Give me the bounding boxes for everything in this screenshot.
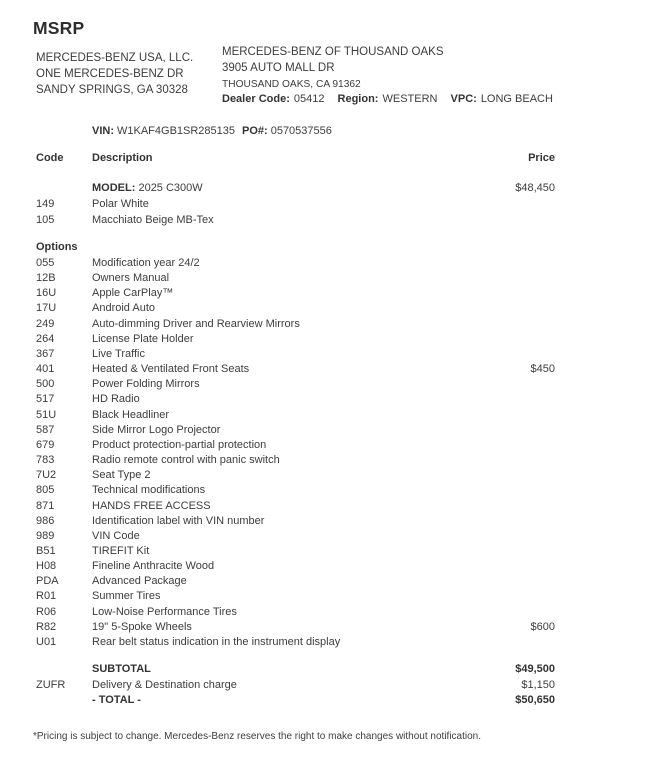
subtotal-label: SUBTOTAL (92, 663, 151, 675)
row-price (471, 408, 555, 423)
table-row (36, 392, 555, 407)
dealer-code-label: Dealer Code: (222, 93, 290, 106)
vin-value: W1KAF4GB1SR285135 (117, 125, 236, 137)
row-description: Live Traffic (92, 347, 145, 360)
row-code: 055 (36, 257, 55, 269)
subtotal-price: $49,500 (515, 663, 555, 675)
table-row (36, 544, 555, 559)
column-header-description: Description (92, 152, 153, 164)
vin-label: VIN: (92, 125, 114, 137)
vpc-label: VPC: (450, 93, 477, 106)
row-code: PDA (36, 575, 59, 588)
total-label: - TOTAL - (92, 694, 141, 707)
table-header (36, 152, 555, 164)
row-description: Power Folding Mirrors (92, 378, 200, 391)
table-row (36, 559, 555, 574)
row-price (471, 529, 555, 544)
table-row (36, 438, 555, 453)
table-row (36, 529, 555, 544)
total-price: $50,650 (515, 694, 555, 707)
delivery-label: Delivery & Destination charge (92, 678, 237, 691)
row-description: Rear belt status indication in the instrument display (92, 635, 341, 648)
row-code: 517 (36, 393, 55, 406)
row-description: Summer Tires (92, 590, 161, 603)
row-description: HANDS FREE ACCESS (92, 499, 211, 512)
row-price: $450 (530, 363, 555, 376)
region-label: Region: (337, 93, 379, 106)
row-price (471, 468, 555, 483)
row-description: Radio remote control with panic switch (92, 454, 280, 467)
total-row (36, 693, 555, 709)
row-description: 19" 5-Spoke Wheels (92, 620, 192, 633)
row-code: 17U (36, 302, 57, 315)
distributor-address (36, 50, 193, 99)
row-code: 783 (36, 454, 55, 467)
row-description: Identification label with VIN number (92, 514, 265, 527)
po-value: 0570537556 (270, 125, 332, 137)
row-price (471, 347, 555, 362)
table-row (36, 256, 555, 271)
row-description: Owners Manual (92, 272, 170, 285)
dealer-address-1: 3905 AUTO MALL DR (222, 61, 335, 74)
row-code: 105 (36, 213, 55, 226)
model-section (36, 181, 555, 228)
table-row (36, 317, 555, 332)
table-row (36, 286, 555, 301)
distributor-line-3: SANDY SPRINGS, GA 30328 (36, 84, 188, 97)
table-row (36, 408, 555, 423)
row-code: 587 (36, 423, 55, 436)
row-price (471, 271, 555, 286)
table-row (36, 213, 555, 229)
vpc-value: LONG BEACH (480, 93, 553, 106)
distributor-line-1: MERCEDES-BENZ USA, LLC. (36, 52, 194, 64)
row-code: R06 (36, 605, 57, 618)
row-price (471, 453, 555, 468)
distributor-line-2: ONE MERCEDES-BENZ DR (36, 68, 184, 81)
row-price (471, 286, 555, 301)
row-description: Auto-dimming Driver and Rearview Mirrors (92, 317, 300, 330)
row-code: 805 (36, 484, 55, 497)
row-price (471, 332, 555, 347)
dealer-code-value: 05412 (293, 93, 325, 106)
row-price (471, 574, 555, 589)
column-header-code: Code (36, 152, 64, 164)
table-row (36, 347, 555, 362)
table-row (36, 362, 555, 377)
table-row (36, 453, 555, 468)
row-description: Modification year 24/2 (92, 257, 200, 269)
row-code: 871 (36, 499, 55, 512)
table-row (36, 514, 555, 529)
totals-section (36, 662, 555, 709)
row-price (471, 544, 555, 559)
delivery-price: $1,150 (521, 678, 555, 691)
model-color-rows (36, 197, 555, 229)
table-row (36, 635, 555, 650)
row-description: Fineline Anthracite Wood (92, 560, 215, 573)
row-price: $600 (530, 620, 555, 633)
dealer-block (222, 45, 553, 108)
subtotal-row (36, 662, 555, 678)
row-description: TIREFIT Kit (92, 544, 150, 557)
row-description: License Plate Holder (92, 332, 194, 345)
row-description: Heated & Ventilated Front Seats (92, 363, 250, 376)
row-code: R82 (36, 620, 57, 633)
row-description: VIN Code (92, 529, 140, 542)
row-price (471, 499, 555, 514)
model-value: 2025 C300W (138, 182, 203, 194)
options-section-label: Options (36, 241, 78, 253)
row-price (471, 605, 555, 620)
model-row (36, 181, 555, 197)
row-description: Low-Noise Performance Tires (92, 605, 237, 618)
row-code: H08 (36, 560, 57, 573)
row-code: 51U (36, 408, 57, 421)
table-row (36, 574, 555, 589)
table-row (36, 620, 555, 635)
row-description: Black Headliner (92, 408, 170, 421)
row-code: 264 (36, 332, 55, 345)
table-row (36, 499, 555, 514)
row-price (471, 483, 555, 498)
row-price (471, 377, 555, 392)
dealer-address-2: THOUSAND OAKS, CA 91362 (222, 78, 361, 90)
dealer-codes-row (222, 92, 553, 108)
row-description: Android Auto (92, 302, 155, 315)
table-row (36, 423, 555, 438)
row-price (471, 589, 555, 604)
row-description: Advanced Package (92, 575, 187, 588)
row-description: Macchiato Beige MB-Tex (92, 213, 214, 226)
table-row (36, 468, 555, 483)
row-code: B51 (36, 544, 56, 557)
delivery-row (36, 678, 555, 694)
row-price (471, 317, 555, 332)
row-code: 12B (36, 272, 56, 285)
model-label: MODEL: (92, 182, 136, 194)
row-price (471, 559, 555, 574)
row-code: 679 (36, 438, 55, 451)
table-row (36, 589, 555, 604)
table-row (36, 483, 555, 498)
row-price (471, 256, 555, 271)
vin-row (92, 125, 332, 137)
table-row (36, 301, 555, 316)
row-code: 367 (36, 347, 55, 360)
table-row (36, 605, 555, 620)
row-code: 149 (36, 197, 55, 210)
row-price (471, 392, 555, 407)
row-price (471, 514, 555, 529)
row-price (471, 423, 555, 438)
row-code: 401 (36, 363, 55, 376)
po-label: PO#: (242, 125, 268, 137)
row-code: 16U (36, 287, 57, 300)
row-description: Apple CarPlay™ (92, 287, 174, 300)
row-description: Seat Type 2 (92, 469, 151, 482)
table-row (36, 271, 555, 286)
row-description: Polar White (92, 197, 149, 210)
model-price: $48,450 (515, 182, 555, 194)
row-price (471, 438, 555, 453)
row-price (471, 213, 555, 229)
row-code: 986 (36, 514, 55, 527)
table-row (36, 197, 555, 213)
row-description: HD Radio (92, 393, 140, 406)
row-description: Side Mirror Logo Projector (92, 423, 221, 436)
row-price (471, 635, 555, 650)
table-row (36, 377, 555, 392)
table-row (36, 332, 555, 347)
row-code: U01 (36, 635, 57, 648)
row-code: 989 (36, 529, 55, 542)
dealer-name: MERCEDES-BENZ OF THOUSAND OAKS (222, 46, 444, 58)
pricing-disclaimer: *Pricing is subject to change. Mercedes-Benz reserves the right to make changes without notification. (33, 731, 482, 742)
row-code: 7U2 (36, 469, 57, 482)
page-title: MSRP (33, 18, 85, 38)
row-price (471, 197, 555, 213)
row-price (471, 301, 555, 316)
row-description: Technical modifications (92, 484, 206, 497)
column-header-price: Price (528, 152, 555, 164)
row-code: R01 (36, 590, 57, 603)
row-code: 500 (36, 378, 55, 391)
options-rows (36, 256, 555, 650)
delivery-code: ZUFR (36, 678, 66, 691)
row-description: Product protection-partial protection (92, 438, 267, 451)
row-code: 249 (36, 317, 55, 330)
region-value: WESTERN (382, 93, 438, 106)
